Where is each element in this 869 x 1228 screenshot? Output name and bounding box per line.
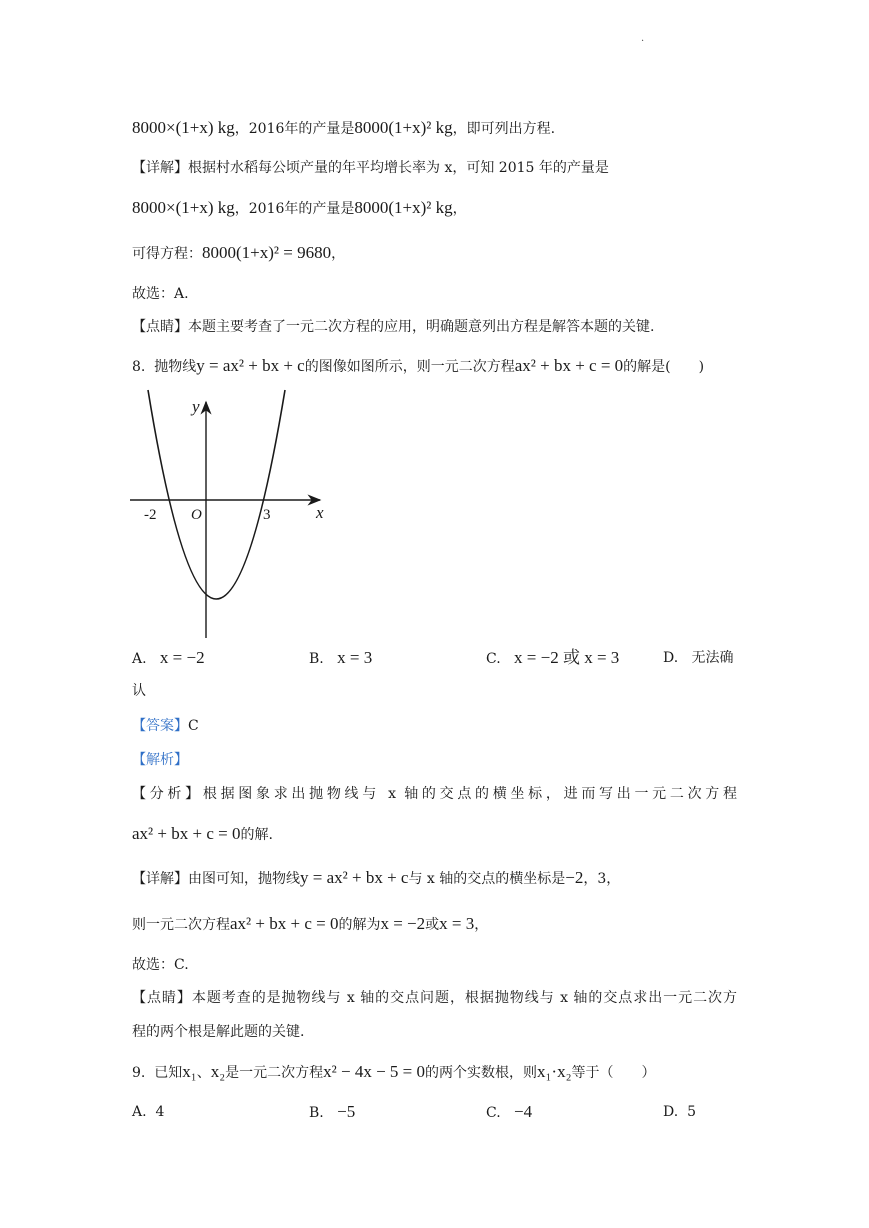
text: ，3， bbox=[583, 871, 621, 887]
text: 的图像如图所示，则一元二次方程 bbox=[304, 359, 515, 375]
text: 或 bbox=[425, 917, 440, 933]
math-expression: ax² + bx + c = 0 bbox=[514, 356, 624, 375]
prev-comment bbox=[132, 317, 654, 337]
option-letter: B. bbox=[309, 651, 324, 667]
math-expression: 8000(1+x)² kg bbox=[354, 198, 453, 217]
analyze-label: 【分析】 bbox=[132, 786, 203, 802]
math-expression: 8000×(1+x) kg bbox=[132, 198, 235, 217]
math-expression: x = 3 bbox=[439, 914, 475, 933]
q8-detail bbox=[132, 868, 620, 889]
prev-choice: 故选：A. bbox=[132, 286, 189, 302]
text: 等于（ ） bbox=[571, 1065, 656, 1081]
math-expression: x² − 4x − 5 = 0 bbox=[323, 1062, 425, 1081]
header-mark: · bbox=[641, 36, 645, 47]
text: 是一元二次方程 bbox=[225, 1065, 324, 1081]
comment-text: 本题主要考查了一元二次方程的应用，明确题意列出方程是解答本题的关键. bbox=[188, 319, 655, 335]
math-expression: x₁ bbox=[182, 1062, 197, 1081]
math-expression: y = ax² + bx + c bbox=[196, 356, 305, 375]
option-text: −5 bbox=[337, 1102, 356, 1121]
y-axis-label: y bbox=[192, 397, 200, 416]
option-text: x = −2 bbox=[159, 648, 205, 667]
text: 的解. bbox=[240, 827, 273, 843]
detail-text: 根据村水稻每公顷产量的年平均增长率为 x，可知 2015 年的产量是 bbox=[188, 160, 609, 176]
math-expression: x₁·x₂ bbox=[537, 1062, 572, 1081]
question-number: 8. bbox=[132, 359, 146, 375]
comment-label: 【点睛】 bbox=[132, 319, 188, 335]
math-expression: ax² + bx + c = 0 bbox=[230, 914, 339, 933]
option-text: x = −2 或 x = 3 bbox=[514, 648, 620, 667]
prev-line-3 bbox=[132, 198, 467, 219]
option-d-wrap: 认 bbox=[132, 683, 146, 699]
x-axis-label: x bbox=[316, 503, 324, 522]
comment-label: 【点睛】 bbox=[132, 990, 192, 1006]
prev-line-1 bbox=[132, 118, 555, 139]
math-expression: ax² + bx + c = 0 bbox=[132, 824, 241, 843]
text: ，2016年的产量是 bbox=[234, 201, 355, 217]
analyze-line-2 bbox=[132, 824, 273, 845]
question-number: 9. bbox=[132, 1065, 146, 1081]
q8-comment-2: 程的两个根是解此题的关键. bbox=[132, 1024, 305, 1040]
option-letter: B. bbox=[309, 1105, 324, 1121]
q8-comment-1 bbox=[132, 988, 737, 1008]
text: ， bbox=[331, 246, 346, 262]
option-text: 4 bbox=[155, 1104, 165, 1120]
prev-detail bbox=[132, 158, 609, 178]
option-text: −4 bbox=[514, 1102, 533, 1121]
q9-option-a bbox=[132, 1102, 164, 1122]
analyze-line bbox=[132, 784, 737, 804]
analyze-text: 根据图象求出抛物线与 x 轴的交点的横坐标，进而写出一元二次方程 bbox=[202, 786, 738, 802]
answer-value: C bbox=[188, 718, 199, 734]
comment-text: 本题考查的是抛物线与 x 轴的交点问题，根据抛物线与 x 轴的交点求出一元二次方 bbox=[191, 990, 738, 1006]
q8-stem bbox=[132, 356, 704, 377]
text: ， bbox=[474, 917, 489, 933]
text: 则一元二次方程 bbox=[132, 917, 230, 933]
origin-label: O bbox=[191, 507, 202, 523]
math-expression: x₂ bbox=[210, 1062, 226, 1081]
option-c bbox=[486, 648, 619, 669]
text: 已知 bbox=[154, 1065, 183, 1081]
detail-label: 【详解】 bbox=[132, 871, 188, 887]
option-letter: C. bbox=[486, 1105, 501, 1121]
option-a bbox=[132, 648, 205, 669]
text: 的解是( ) bbox=[623, 359, 705, 375]
text: 由图可知，抛物线 bbox=[188, 871, 300, 887]
math-expression: 8000(1+x)² kg bbox=[354, 118, 453, 137]
option-letter: A. bbox=[132, 651, 147, 667]
text: 可得方程： bbox=[132, 246, 202, 262]
math-expression: x = −2 bbox=[380, 914, 426, 933]
root-left-label: -2 bbox=[144, 507, 157, 523]
q8-solution bbox=[132, 914, 488, 935]
text: 的解为 bbox=[338, 917, 381, 933]
option-letter: A. bbox=[132, 1104, 147, 1120]
math-expression: 8000(1+x)² = 9680 bbox=[202, 243, 332, 262]
q9-option-c bbox=[486, 1102, 532, 1123]
parabola-graph bbox=[128, 388, 343, 643]
parabola-curve bbox=[148, 390, 285, 599]
answer-label: 【答案】 bbox=[132, 718, 188, 734]
option-d bbox=[663, 648, 734, 668]
option-b bbox=[309, 648, 372, 669]
math-expression: −2 bbox=[565, 868, 584, 887]
option-letter: D. bbox=[663, 650, 679, 666]
text: ， bbox=[452, 201, 467, 217]
detail-label: 【详解】 bbox=[132, 160, 188, 176]
math-expression: y = ax² + bx + c bbox=[300, 868, 409, 887]
q9-stem bbox=[132, 1062, 656, 1083]
option-text: 无法确 bbox=[691, 650, 734, 666]
math-expression: 8000×(1+x) kg bbox=[132, 118, 235, 137]
option-letter: D. bbox=[663, 1104, 679, 1120]
text: 抛物线 bbox=[154, 359, 197, 375]
text: ，即可列出方程. bbox=[452, 121, 556, 137]
root-right-label: 3 bbox=[263, 507, 271, 523]
analysis-label: 【解析】 bbox=[132, 752, 188, 768]
text: 与 x 轴的交点的横坐标是 bbox=[408, 871, 566, 887]
prev-equation bbox=[132, 243, 345, 264]
q9-option-d bbox=[663, 1102, 696, 1122]
option-text: 5 bbox=[687, 1104, 697, 1120]
option-letter: C. bbox=[486, 651, 501, 667]
q9-option-b bbox=[309, 1102, 355, 1123]
text: ，2016年的产量是 bbox=[234, 121, 355, 137]
text: 的两个实数根，则 bbox=[425, 1065, 537, 1081]
q8-choice: 故选：C. bbox=[132, 957, 189, 973]
answer bbox=[132, 716, 199, 736]
option-text: x = 3 bbox=[337, 648, 373, 667]
text: 、 bbox=[196, 1065, 211, 1081]
